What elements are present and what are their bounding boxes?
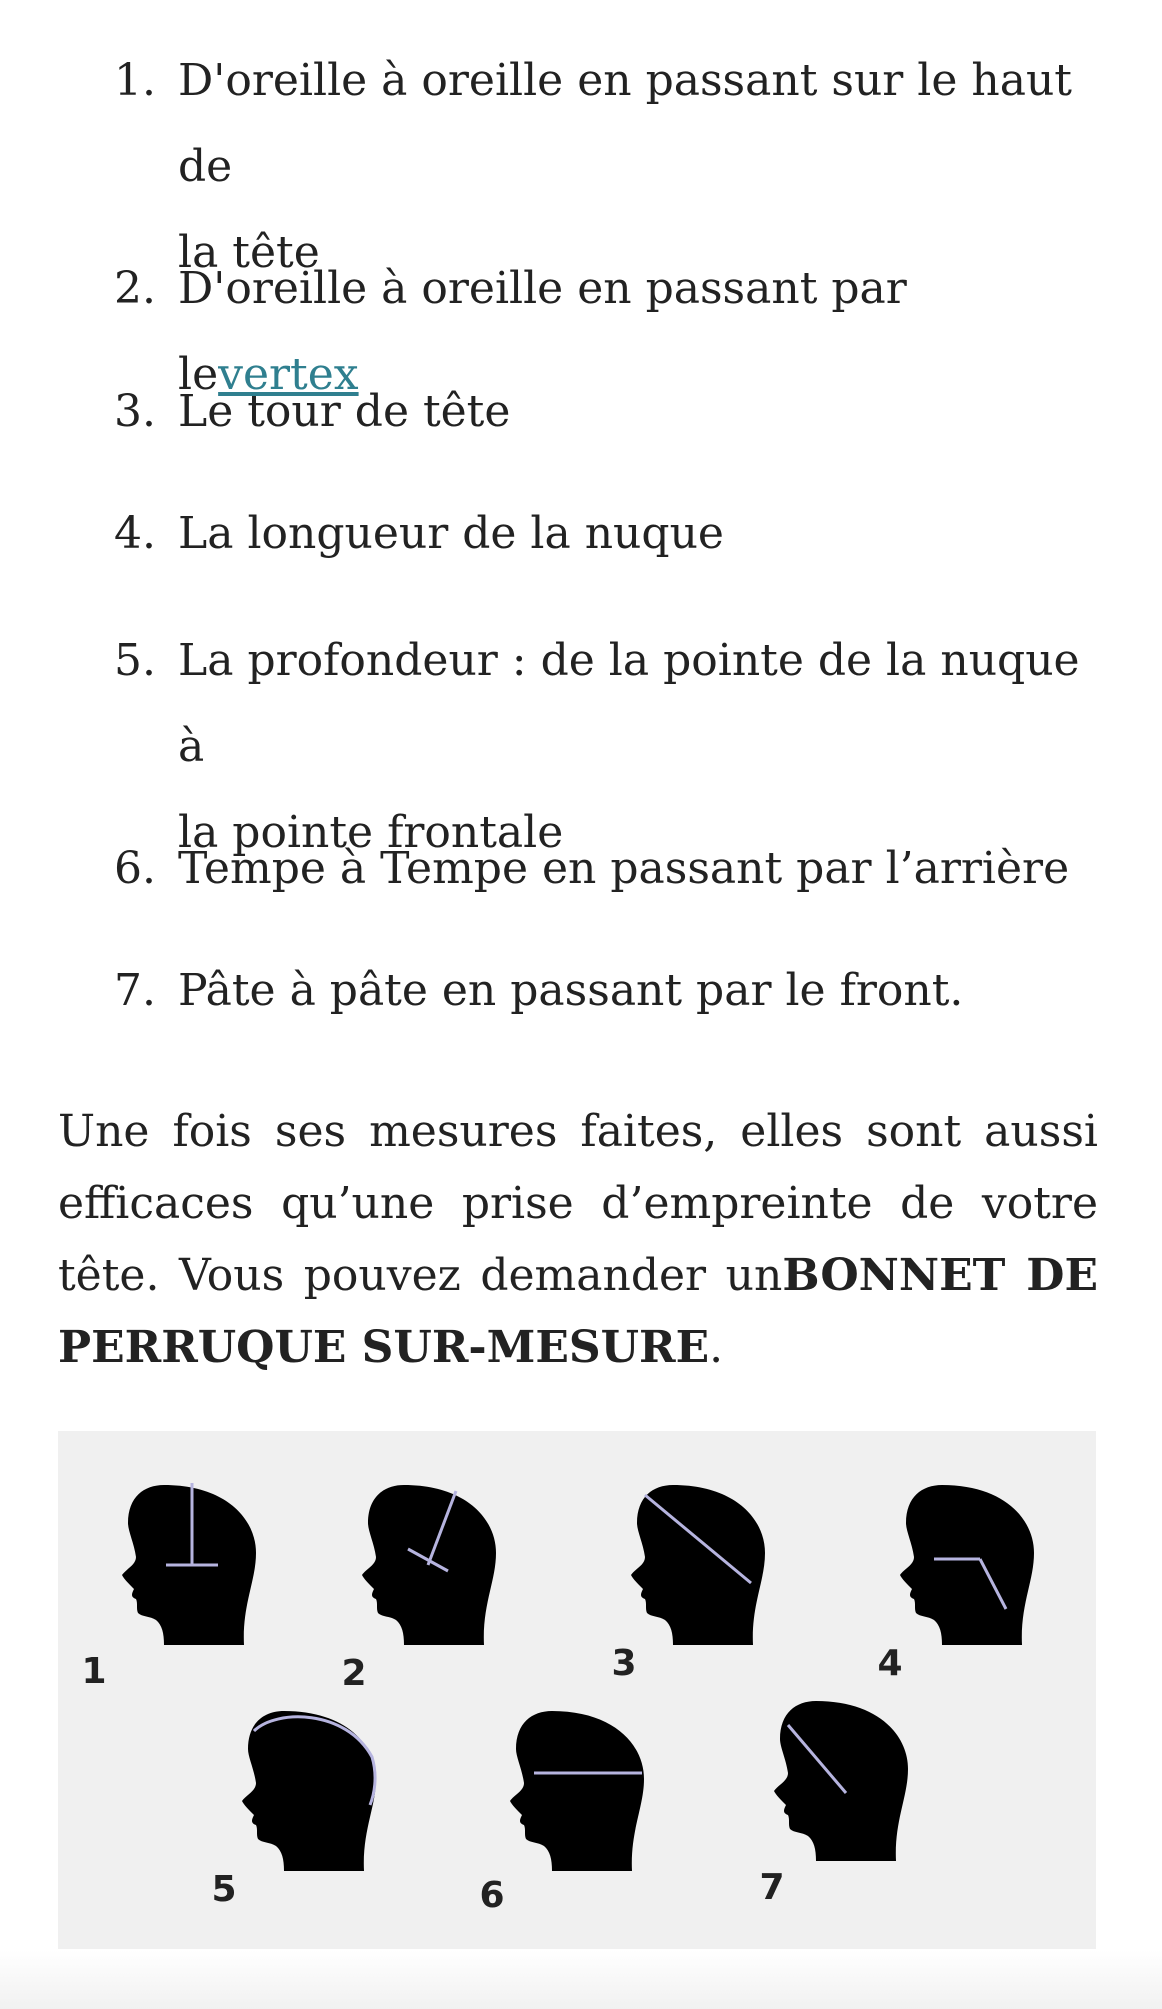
step-text-continued: la pointe frontale: [178, 807, 564, 858]
step-number: 1.: [114, 55, 156, 106]
custom-wig-cap-emphasis: BONNET DE PERRUQUE SUR-MESURE: [58, 1250, 1098, 1373]
step-number: 6.: [114, 843, 156, 894]
diagram-label-6: 6: [479, 1875, 505, 1916]
step-number: 5.: [114, 635, 156, 686]
head-silhouette-1: [122, 1483, 256, 1645]
step-text: D'oreille à oreille en passant sur le haut de: [178, 55, 1072, 192]
step-text: Pâte à pâte en passant par le front.: [178, 965, 964, 1016]
step-number: 7.: [114, 965, 156, 1016]
vertex-link[interactable]: vertex: [218, 349, 359, 400]
step-number: 4.: [114, 508, 156, 559]
diagram-label-2: 2: [341, 1653, 367, 1694]
head-silhouette-4: [900, 1485, 1034, 1645]
diagram-label-1: 1: [81, 1651, 107, 1692]
diagram-label-4: 4: [877, 1643, 903, 1684]
step-number: 2.: [114, 263, 156, 314]
step-text: Le tour de tête: [178, 386, 511, 437]
head-silhouette-7: [774, 1701, 908, 1861]
paragraph-text: Une fois ses mesures faites, elles sont aussi efficaces qu’une prise d’empreinte de votre tête. Vous pouvez demander un: [58, 1106, 1098, 1301]
step-text: La profondeur : de la pointe de la nuque à: [178, 635, 1080, 772]
head-silhouette-5: [242, 1711, 376, 1871]
paragraph-end: .: [709, 1322, 724, 1373]
diagram-label-5: 5: [211, 1869, 237, 1910]
step-text: La longueur de la nuque: [178, 508, 724, 559]
custom-cap-paragraph: [58, 1096, 1098, 1384]
head-silhouette-2: [362, 1485, 496, 1645]
head-silhouette-6: [510, 1711, 644, 1871]
head-silhouette-3: [631, 1485, 765, 1645]
step-text: Tempe à Tempe en passant par l’arrière: [178, 843, 1070, 894]
diagram-label-7: 7: [759, 1867, 785, 1908]
head-measurement-illustration: [58, 1431, 1096, 1949]
step-text-continued: la tête: [178, 227, 320, 278]
bottom-fade: [0, 1950, 1162, 2009]
diagram-label-3: 3: [611, 1643, 637, 1684]
step-text: D'oreille à oreille en passant par le: [178, 263, 907, 400]
step-number: 3.: [114, 386, 156, 437]
head-measurement-diagram: [58, 1431, 1096, 1949]
